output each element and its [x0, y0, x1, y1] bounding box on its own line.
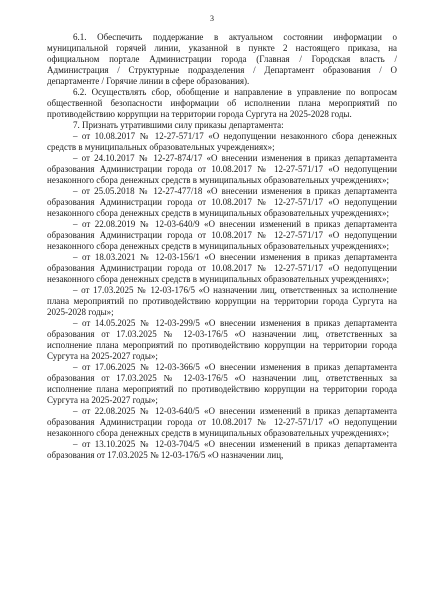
list-item: – от 22.08.2019 № 12-03-640/9 «О внесении изменений в приказ департамента образования Администрации города от 10.08.2017 № 12-27-571/17 «О недопущении незаконного сбора денежных средств в муниципальных образовательных учреждениях»; — [47, 219, 397, 251]
list-item: – от 17.03.2025 № 12-03-176/5 «О назначении лиц, ответственных за исполнение плана мероприятий по противодействию коррупции на территории города Сургута на 2025-2028 годы»; — [47, 285, 397, 317]
paragraph-6-2: 6.2. Осуществлять сбор, обобщение и направление в управление по вопросам общественной безопасности информации об исполнении плана мероприятий по противодействию коррупции на территории города Сургута на 2025-2028 годы. — [47, 87, 397, 119]
list-item: – от 18.03.2021 № 12-03-156/1 «О внесении изменения в приказ департамента образования Администрации города от 10.08.2017 № 12-27-571/17 «О недопущении незаконного сбора денежных средств в муниципальных образовательных учреждениях»; — [47, 252, 397, 284]
paragraph-6-1: 6.1. Обеспечить поддержание в актуальном состоянии информации о муниципальной горячей линии, указанной в пункте 2 настоящего приказа, на официальном портале Администрации города (Главная / Городская власть / Администрация / Структурные подразделения / Департамент образования / О департаменте / Горячие линии в сфере образования). — [47, 32, 397, 86]
list-item: – от 13.10.2025 № 12-03-704/5 «О внесении изменений в приказ департамента образования от 17.03.2025 № 12-03-176/5 «О назначении лиц, — [47, 439, 397, 460]
list-item: – от 25.05.2018 № 12-27-477/18 «О внесении изменения в приказ департамента образования Администрации города от 10.08.2017 № 12-27-571/17 «О недопущении незаконного сбора денежных средств в муниципальных образовательных учреждениях»; — [47, 186, 397, 218]
list-item: – от 10.08.2017 № 12-27-571/17 «О недопущении незаконного сбора денежных средств в муниципальных образовательных учреждениях»; — [47, 131, 397, 152]
list-item: – от 14.05.2025 № 12-03-299/5 «О внесении изменения в приказ департамента образования от 17.03.2025 № 12-03-176/5 «О назначении лиц, ответственных за исполнение плана мероприятий по противодействию коррупции на территории города Сургута на 2025-2027 годы»; — [47, 318, 397, 361]
list-item: – от 17.06.2025 № 12-03-366/5 «О внесении изменения в приказ департамента образования от 17.03.2025 № 12-03-176/5 «О назначении лиц, ответственных за исполнение плана мероприятий по противодействию коррупции на территории города Сургута на 2025-2027 годы»; — [47, 362, 397, 405]
document-body — [47, 32, 397, 461]
page-number: 3 — [210, 14, 214, 23]
list-item: – от 24.10.2017 № 12-27-874/17 «О внесении изменения в приказ департамента образования Администрации города от 10.08.2017 № 12-27-571/17 «О недопущении незаконного сбора денежных средств в муниципальных образовательных учреждениях»; — [47, 153, 397, 185]
paragraph-7: 7. Признать утратившими силу приказы департамента: — [73, 120, 284, 130]
list-item: – от 22.08.2025 № 12-03-640/5 «О внесении изменений в приказ департамента образования Администрации города от 10.08.2017 № 12-27-571/17 «О недопущении незаконного сбора денежных средств в муниципальных образовательных учреждениях»; — [47, 406, 397, 438]
